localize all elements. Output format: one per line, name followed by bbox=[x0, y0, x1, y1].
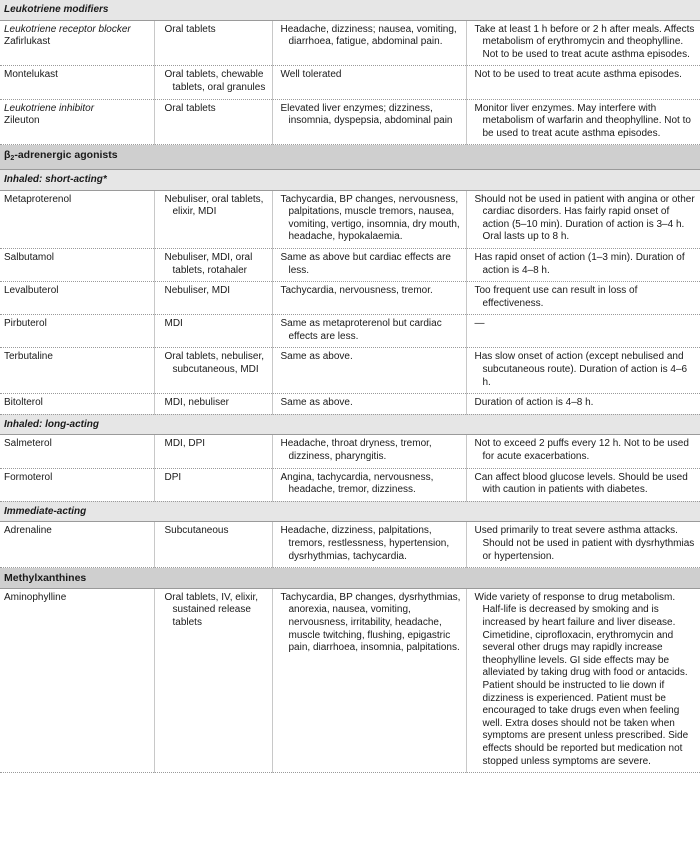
side-effects-text: Tachycardia, BP changes, nervousness, palpitations, muscle tremors, nausea, vomiting, vertigo, insomnia, dry mouth, headache, hypokalaemia. bbox=[280, 193, 460, 243]
side-effects-cell bbox=[272, 20, 466, 66]
section-title-subscript: 2 bbox=[10, 155, 15, 163]
notes-cell bbox=[466, 99, 700, 145]
notes-text: Not to exceed 2 puffs every 12 h. Not to be used for acute exacerbations. bbox=[474, 438, 689, 463]
drug-name: Adrenaline bbox=[4, 525, 52, 537]
formulation-text: Subcutaneous bbox=[164, 525, 229, 537]
notes-text: Can affect blood glucose levels. Should be used with caution in patients with diabetes. bbox=[474, 471, 688, 496]
side-effects-text: Headache, dizziness, palpitations, tremors, restlessness, hypertension, dysrhythmias, tachycardia. bbox=[280, 525, 450, 562]
side-effects-cell bbox=[272, 435, 466, 468]
notes-text: Take at least 1 h before or 2 h after meals. Affects metabolism of erythromycin and theophylline. Not to be used to treat acute asthma episodes. bbox=[474, 23, 695, 60]
formulation-text: MDI bbox=[164, 318, 183, 330]
table-row bbox=[0, 248, 700, 281]
formulation-text: DPI bbox=[164, 471, 182, 483]
drug-name: Zafirlukast bbox=[4, 36, 51, 48]
drug-cell bbox=[0, 435, 154, 468]
drug-cell bbox=[0, 394, 154, 415]
side-effects-text: Tachycardia, nervousness, tremor. bbox=[280, 285, 433, 297]
notes-text: Wide variety of response to drug metabolism. Half-life is decreased by smoking and is increased by heart failure and liver disease. Cimetidine, ciprofloxacin, erythromycin and several other drugs may rapidly increase theophylline levels. GI side effects may be alleviated by taking drug with food or antacids. Patient should be instructed to lie down if dizziness is experienced. Patient must be encouraged to take drugs even when feeling well. Extra doses should not be taken when symptoms are present unless prescribed. Side effects should be reported but medication not stopped unless symptoms are severe. bbox=[474, 591, 689, 767]
section-title-cell bbox=[0, 145, 700, 170]
drug-name: Zileuton bbox=[4, 115, 40, 127]
drug-name: Formoterol bbox=[4, 471, 53, 483]
section-title: Methylxanthines bbox=[4, 572, 87, 585]
table-row bbox=[0, 435, 700, 468]
drug-class-note: Leukotriene inhibitor bbox=[4, 102, 95, 114]
drug-cell bbox=[0, 468, 154, 501]
side-effects-text: Well tolerated bbox=[280, 69, 342, 81]
side-effects-text: Same as above. bbox=[280, 351, 353, 363]
drug-name: Terbutaline bbox=[4, 351, 53, 363]
table-row bbox=[0, 315, 700, 348]
notes-text: — bbox=[474, 318, 485, 330]
section-header-is bbox=[0, 169, 700, 190]
section-header-il bbox=[0, 414, 700, 435]
drug-cell bbox=[0, 66, 154, 99]
drug-name: Montelukast bbox=[4, 69, 58, 81]
formulation-text: Oral tablets bbox=[164, 23, 216, 35]
side-effects-cell bbox=[272, 394, 466, 415]
notes-cell bbox=[466, 315, 700, 348]
side-effects-cell bbox=[272, 99, 466, 145]
table-row bbox=[0, 20, 700, 66]
formulation-text: Nebuliser, MDI bbox=[164, 285, 231, 297]
table-row bbox=[0, 588, 700, 772]
table-row bbox=[0, 348, 700, 394]
side-effects-cell bbox=[272, 315, 466, 348]
side-effects-text: Headache, dizziness; nausea, vomiting, diarrhoea, fatigue, abdominal pain. bbox=[280, 23, 457, 48]
section-header-lt bbox=[0, 0, 700, 20]
notes-text: Too frequent use can result in loss of effectiveness. bbox=[474, 285, 638, 309]
section-title-cell bbox=[0, 0, 700, 20]
side-effects-cell bbox=[272, 66, 466, 99]
side-effects-cell bbox=[272, 522, 466, 568]
section-title-cell bbox=[0, 501, 700, 522]
drug-cell bbox=[0, 348, 154, 394]
notes-text: Should not be used in patient with angina or other cardiac disorders. Has fairly rapid onset of action (5–10 min). Duration of action is 3–4 h. Oral lasts up to 8 h. bbox=[474, 193, 695, 243]
drug-name: Salbutamol bbox=[4, 251, 55, 263]
formulation-cell bbox=[154, 282, 272, 315]
section-title: Inhaled: short-acting* bbox=[4, 173, 107, 185]
table-row bbox=[0, 190, 700, 248]
section-header-mx bbox=[0, 568, 700, 589]
side-effects-cell bbox=[272, 348, 466, 394]
drug-class-note: Leukotriene receptor blocker bbox=[4, 23, 131, 35]
side-effects-cell bbox=[272, 190, 466, 248]
side-effects-text: Headache, throat dryness, tremor, dizziness, pharyngitis. bbox=[280, 438, 432, 463]
drug-cell bbox=[0, 99, 154, 145]
notes-cell bbox=[466, 282, 700, 315]
drug-cell bbox=[0, 588, 154, 772]
side-effects-text: Same as above. bbox=[280, 397, 353, 409]
formulation-text: Nebuliser, oral tablets, elixir, MDI bbox=[164, 193, 264, 218]
notes-cell bbox=[466, 190, 700, 248]
formulation-text: MDI, nebuliser bbox=[164, 397, 229, 409]
side-effects-cell bbox=[272, 282, 466, 315]
section-title-cell bbox=[0, 414, 700, 435]
formulation-text: Oral tablets, IV, elixir, sustained release tablets bbox=[164, 591, 259, 628]
section-header-b2 bbox=[0, 145, 700, 170]
formulation-cell bbox=[154, 99, 272, 145]
notes-cell bbox=[466, 248, 700, 281]
table-row bbox=[0, 394, 700, 415]
section-title: Leukotriene modifiers bbox=[4, 4, 109, 15]
side-effects-text: Angina, tachycardia, nervousness, headache, tremor, dizziness. bbox=[280, 471, 434, 496]
notes-cell bbox=[466, 394, 700, 415]
formulation-cell bbox=[154, 348, 272, 394]
side-effects-cell bbox=[272, 588, 466, 772]
notes-text: Has slow onset of action (except nebulised and subcutaneous route). Duration of action is 4–6 h. bbox=[474, 351, 688, 388]
side-effects-cell bbox=[272, 468, 466, 501]
drug-name: Levalbuterol bbox=[4, 285, 59, 297]
notes-cell bbox=[466, 20, 700, 66]
section-title: Inhaled: long-acting bbox=[4, 418, 99, 430]
drug-name: Pirbuterol bbox=[4, 318, 47, 330]
formulation-cell bbox=[154, 248, 272, 281]
section-header-im bbox=[0, 501, 700, 522]
notes-cell bbox=[466, 435, 700, 468]
side-effects-cell bbox=[272, 248, 466, 281]
notes-text: Duration of action is 4–8 h. bbox=[474, 397, 594, 409]
formulation-cell bbox=[154, 20, 272, 66]
formulation-text: Oral tablets, chewable tablets, oral granules bbox=[164, 69, 266, 93]
side-effects-text: Same as above but cardiac effects are less. bbox=[280, 251, 451, 276]
formulation-text: Nebuliser, MDI, oral tablets, rotahaler bbox=[164, 251, 253, 276]
notes-cell bbox=[466, 348, 700, 394]
side-effects-text: Elevated liver enzymes; dizziness, insomnia, dyspepsia, abdominal pain bbox=[280, 102, 453, 127]
notes-text: Has rapid onset of action (1–3 min). Duration of action is 4–8 h. bbox=[474, 251, 685, 276]
notes-cell bbox=[466, 522, 700, 568]
section-title-cell bbox=[0, 169, 700, 190]
drug-cell bbox=[0, 315, 154, 348]
drug-cell bbox=[0, 282, 154, 315]
table-row bbox=[0, 282, 700, 315]
formulation-cell bbox=[154, 522, 272, 568]
section-title: Immediate-acting bbox=[4, 505, 87, 517]
formulation-cell bbox=[154, 190, 272, 248]
formulation-text: MDI, DPI bbox=[164, 438, 206, 450]
formulation-cell bbox=[154, 66, 272, 99]
notes-cell bbox=[466, 588, 700, 772]
notes-text: Monitor liver enzymes. May interfere with metabolism of warfarin and theophylline. Not to be used to treat acute asthma episodes. bbox=[474, 102, 691, 139]
formulation-cell bbox=[154, 588, 272, 772]
section-title-prefix: β bbox=[4, 149, 11, 162]
drug-cell bbox=[0, 20, 154, 66]
formulation-cell bbox=[154, 315, 272, 348]
formulation-cell bbox=[154, 394, 272, 415]
table-row bbox=[0, 522, 700, 568]
table-row bbox=[0, 66, 700, 99]
formulation-cell bbox=[154, 435, 272, 468]
notes-text: Not to be used to treat acute asthma episodes. bbox=[474, 69, 682, 81]
table-row bbox=[0, 468, 700, 501]
notes-text: Used primarily to treat severe asthma attacks. Should not be used in patient with dysrhythmias or hypertension. bbox=[474, 525, 695, 562]
section-title-cell bbox=[0, 568, 700, 589]
side-effects-text: Same as metaproterenol but cardiac effects are less. bbox=[280, 318, 442, 342]
drug-name: Metaproterenol bbox=[4, 193, 72, 205]
formulation-cell bbox=[154, 468, 272, 501]
notes-cell bbox=[466, 468, 700, 501]
formulation-text: Oral tablets, nebuliser, subcutaneous, MDI bbox=[164, 351, 264, 376]
drug-cell bbox=[0, 248, 154, 281]
notes-cell bbox=[466, 66, 700, 99]
table-row bbox=[0, 99, 700, 145]
drug-cell bbox=[0, 190, 154, 248]
side-effects-text: Tachycardia, BP changes, dysrhythmias, anorexia, nausea, vomiting, nervousness, irritability, headache, muscle twitching, flushing, epigastric pain, diarrhoea, insomnia, palpitations. bbox=[280, 591, 461, 654]
section-title: -adrenergic agonists bbox=[14, 149, 118, 162]
drug-name: Bitolterol bbox=[4, 397, 43, 409]
drug-name: Aminophylline bbox=[4, 591, 67, 603]
drug-name: Salmeterol bbox=[4, 438, 52, 450]
drug-cell bbox=[0, 522, 154, 568]
formulation-text: Oral tablets bbox=[164, 102, 216, 114]
